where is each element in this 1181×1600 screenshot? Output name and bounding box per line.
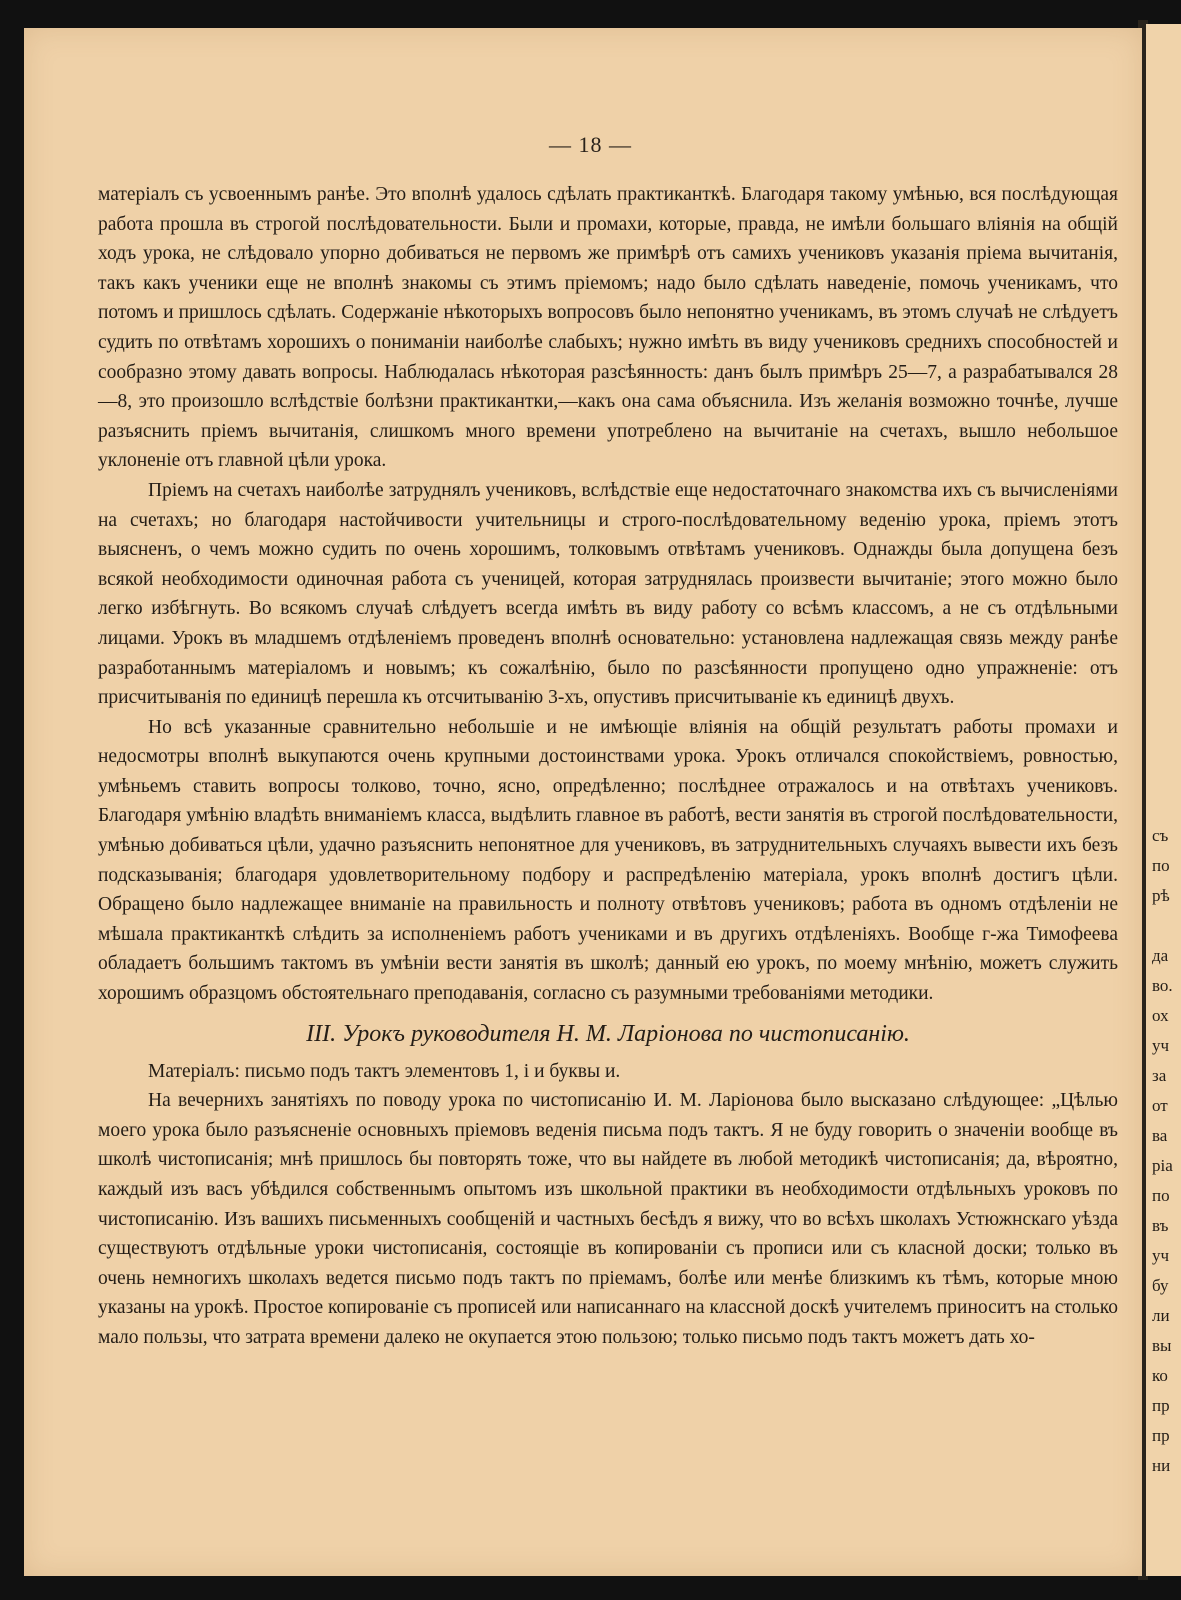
facing-page-fragment: съ	[1152, 826, 1169, 845]
section-heading: III. Урокъ руководителя Н. М. Ларіонова по чистописанію.	[306, 1020, 910, 1047]
facing-page-fragment: ко	[1152, 1366, 1168, 1385]
facing-page-fragment: от	[1152, 1096, 1168, 1115]
facing-page-fragment: ох	[1152, 1006, 1169, 1025]
paragraph-1: матеріалъ съ усвоеннымъ ранѣе. Это вполнѣ удалось сдѣлать практиканткѣ. Благодаря такому умѣнью, вся послѣдующая работа прошла въ строгой послѣдовательности. Были и промахи, которые, правда, не имѣли большаго вліянія на общій ходъ урока, не слѣдовало упорно добиваться не первомъ же примѣрѣ отъ самихъ учениковъ указанія пріема вычитанія, такъ какъ ученики еще не вполнѣ знакомы съ этимъ пріемомъ; надо было сдѣлать наведеніе, помочь ученикамъ, что потомъ и пришлось сдѣлать. Содержаніе нѣкоторыхъ вопросовъ было непонятно ученикамъ, въ этомъ случаѣ не слѣдуетъ судить по отвѣтамъ хорошихъ о пониманіи наиболѣе слабыхъ; нужно имѣть въ виду учениковъ среднихъ способностей и сообразно этому давать вопросы. Наблюдалась нѣкоторая разсѣянность: данъ былъ примѣръ 25—7, а разрабатывался 28—8, это произошло вслѣдствіе болѣзни практикантки,—какъ она сама объяснила. Изъ желанія возможно точнѣе, лучше разъяснить пріемъ вычитанія, слишкомъ много времени употреблено на вычитаніе на счетахъ, вышло небольшое уклоненіе отъ главной цѣли урока.	[98, 184, 1118, 472]
page-number: — 18 —	[549, 132, 632, 157]
facing-page-fragment: во.	[1152, 976, 1173, 995]
facing-page-fragment: вы	[1152, 1336, 1172, 1355]
facing-page-fragment: ва	[1152, 1126, 1168, 1145]
facing-page-fragment: ни	[1152, 1456, 1171, 1475]
facing-page-fragment: да	[1152, 946, 1169, 965]
facing-page-fragment: ріа	[1152, 1156, 1173, 1175]
paragraph-2: Пріемъ на счетахъ наиболѣе затруднялъ учениковъ, вслѣдствіе еще недостаточнаго знакомства ихъ съ вычисленіями на счетахъ; но благодаря настойчивости учительницы и строго-послѣдовательному веденію урока, пріемъ этотъ выясненъ, о чемъ можно судить по очень хорошимъ, толковымъ отвѣтамъ учениковъ. Однажды была допущена безъ всякой необходимости одиночная работа съ ученицей, которая затруднялась произвести вычитаніе; этого можно было легко избѣгнуть. Во всякомъ случаѣ слѣдуетъ всегда имѣть въ виду работу со всѣмъ классомъ, а не съ отдѣльными лицами. Урокъ въ младшемъ отдѣленіемъ проведенъ вполнѣ основательно: установлена надлежащая связь между ранѣе разработаннымъ матеріаломъ и новымъ; къ сожалѣнію, было по разсѣянности пропущено одно упражненіе: отъ присчитыванія по единицѣ перешла къ отсчитыванію 3-хъ, опустивъ присчитываніе къ единицѣ двухъ.	[98, 479, 1118, 709]
facing-page-fragment: бу	[1152, 1276, 1169, 1295]
facing-page-fragment: пр	[1152, 1396, 1170, 1415]
adjacent-page-edge	[1146, 24, 1181, 1576]
facing-page-fragment: ли	[1152, 1306, 1170, 1325]
facing-page-fragment: за	[1152, 1066, 1167, 1085]
page-body	[98, 180, 1118, 1353]
facing-page-fragment: по	[1152, 856, 1170, 875]
facing-page-fragment: пр	[1152, 1426, 1170, 1445]
facing-page-fragment: уч	[1152, 1036, 1170, 1055]
facing-page-fragment: уч	[1152, 1246, 1170, 1265]
material-line: Матеріалъ: письмо подъ тактъ элементовъ 1, і и буквы и.	[148, 1060, 621, 1082]
facing-page-fragment: въ	[1152, 1216, 1169, 1235]
facing-page-fragment: по	[1152, 1186, 1170, 1205]
facing-page-fragment: рѣ	[1152, 886, 1170, 905]
paragraph-3: Но всѣ указанные сравнительно небольшіе и не имѣющіе вліянія на общій результатъ работы промахи и недосмотры вполнѣ выкупаются очень крупными достоинствами урока. Урокъ отличался спокойствіемъ, ровностью, умѣньемъ ставить вопросы толково, точно, ясно, опредѣленно; послѣднее отражалось и на отвѣтахъ учениковъ. Благодаря умѣнію владѣть вниманіемъ класса, выдѣлить главное въ работѣ, вести занятія въ строгой послѣдовательности, умѣнью добиваться цѣли, удачно разъяснить непонятное для учениковъ, въ затруднительныхъ случаяхъ вывести ихъ безъ подсказыванія; благодаря удовлетворительному подбору и распредѣленію матеріала, урокъ вполнѣ достигъ цѣли. Обращено было надлежащее вниманіе на правильность и полноту отвѣтовъ учениковъ; работа въ одномъ отдѣленіи не мѣшала практиканткѣ слѣдить за исполненіемъ работъ учениками и въ другихъ отдѣленіяхъ. Вообще г-жа Тимофеева обладаетъ большимъ тактомъ въ умѣніи вести занятія въ школѣ; данный ею урокъ, по моему мнѣнію, можетъ служить хорошимъ образцомъ обстоятельнаго преподаванія, согласно съ разумными требованіями методики.	[98, 716, 1118, 1005]
paragraph-4: На вечернихъ занятіяхъ по поводу урока по чистописанію И. М. Ларіонова было высказано слѣдующее: „Цѣлью моего урока было разъясненіе основныхъ пріемовъ веденія письма подъ тактъ. Я не буду говорить о значеніи вообще въ школѣ чистописанія; мнѣ пришлось бы повторять тоже, что вы найдете въ любой методикѣ чистописанія; да, вѣроятно, каждый изъ васъ убѣдился собственнымъ опытомъ изъ школьной практики въ необходимости отдѣльныхъ уроковъ по чистописанію. Изъ вашихъ письменныхъ сообщеній и частныхъ бесѣдъ я вижу, что во всѣхъ школахъ Устюжнскаго уѣзда существуютъ отдѣльные уроки чистописанія, состоящіе въ копированіи съ прописи или съ класной доски; только въ очень немногихъ школахъ ведется письмо подъ тактъ по пріемамъ, болѣе или менѣе близкимъ къ тѣмъ, которые мною указаны на урокѣ. Простое копированіе съ прописей или написаннаго на классной доскѣ учителемъ приноситъ на столько мало пользы, что затрата времени далеко не окупается этою пользою; только письмо подъ тактъ можетъ дать хо-	[98, 1090, 1118, 1348]
